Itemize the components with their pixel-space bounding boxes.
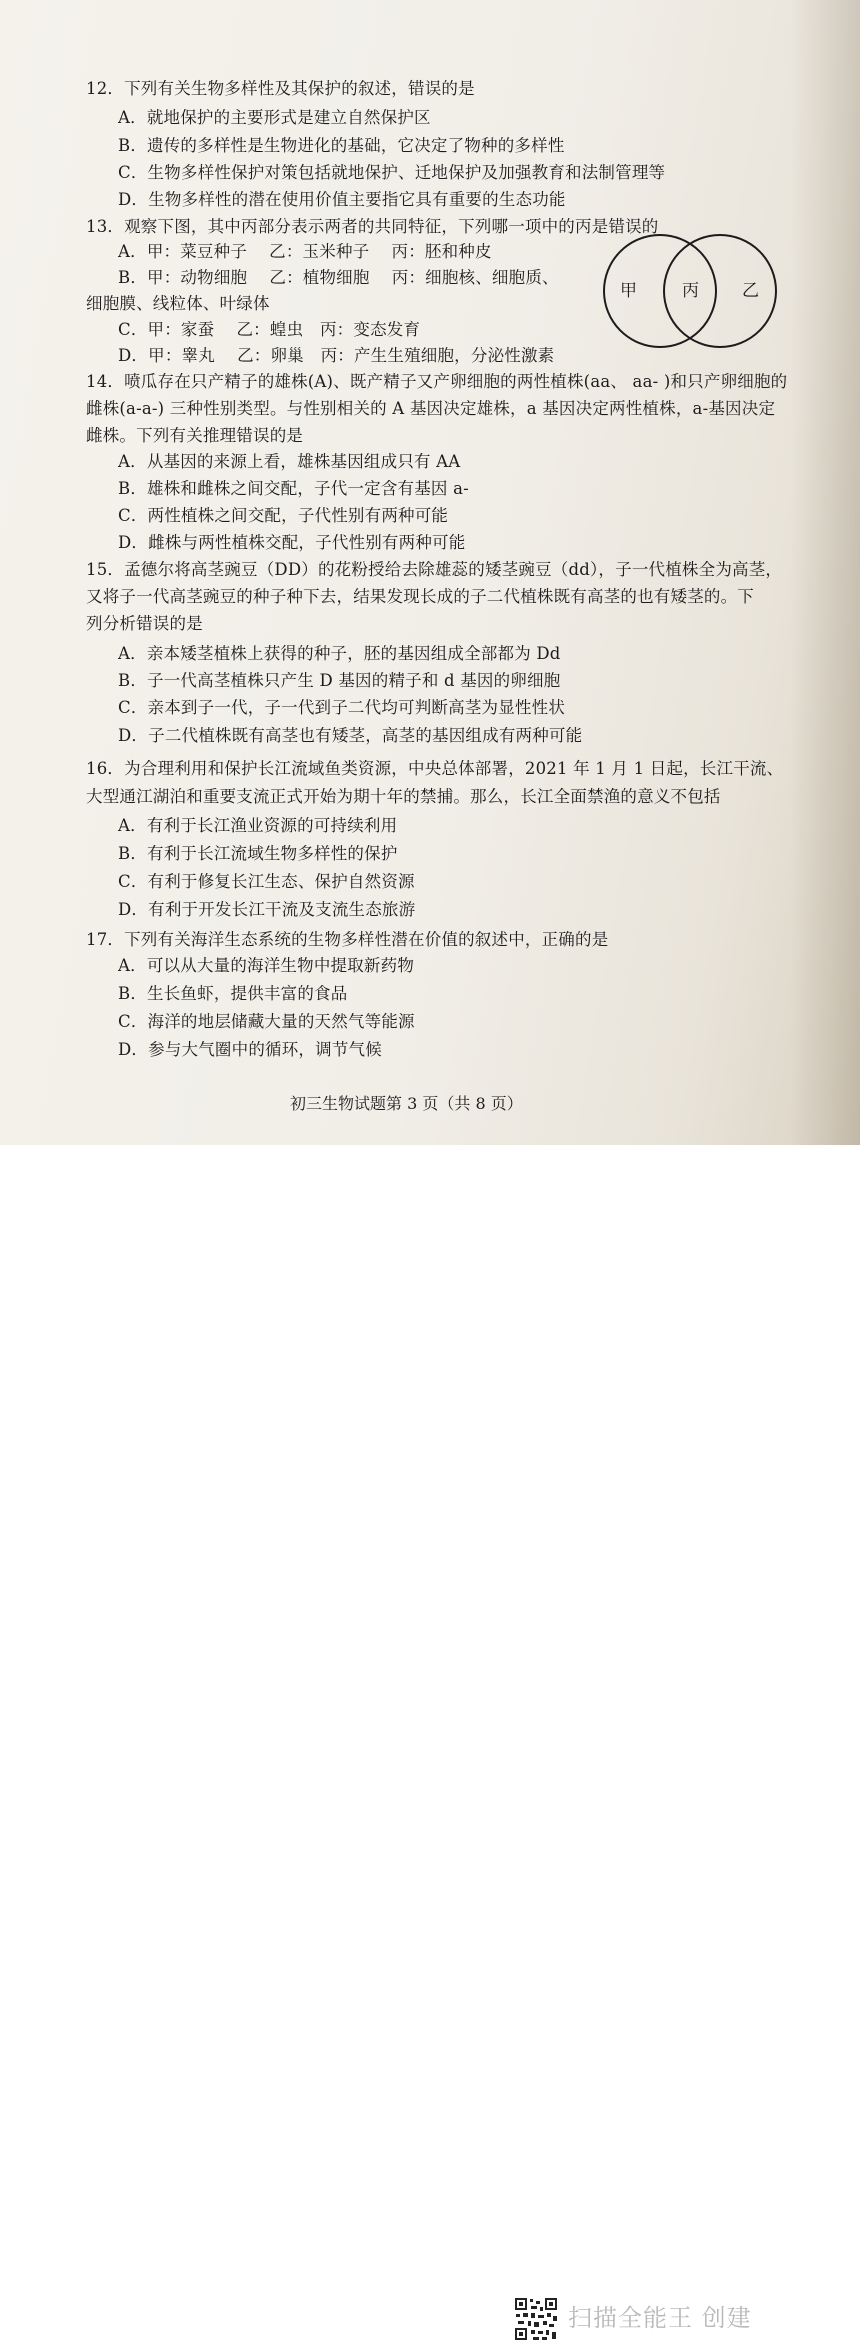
paper-edge-shadow [790, 0, 860, 1145]
q12-option-c: C．生物多样性保护对策包括就地保护、迁地保护及加强教育和法制管理等 [118, 163, 666, 182]
q13-option-b-continued: 细胞膜、线粒体、叶绿体 [86, 294, 270, 313]
venn-label-right: 乙 [742, 281, 759, 301]
q16-option-d: D．有利于开发长江干流及支流生态旅游 [118, 900, 416, 919]
watermark-bar [0, 1145, 860, 2332]
q15-option-d: D．子二代植株既有高茎也有矮茎，高茎的基因组成有两种可能 [118, 726, 583, 745]
q13-option-a: A．甲：菜豆种子 乙：玉米种子 丙：胚和种皮 [118, 242, 492, 261]
q16-stem-line-1: 16．为合理利用和保护长江流域鱼类资源，中央总体部署，2021 年 1 月 1 日起，长江干流、 [86, 759, 784, 778]
q17-option-c: C．海洋的地层储藏大量的天然气等能源 [118, 1012, 415, 1031]
q14-option-b: B．雄株和雌株之间交配，子代一定含有基因 a- [118, 479, 469, 498]
q13-option-b: B．甲：动物细胞 乙：植物细胞 丙：细胞核、细胞质、 [118, 268, 559, 287]
q17-option-d: D．参与大气圈中的循环，调节气候 [118, 1040, 382, 1059]
q13-stem: 13．观察下图，其中丙部分表示两者的共同特征，下列哪一项中的丙是错误的 [86, 217, 659, 236]
q17-stem: 17．下列有关海洋生态系统的生物多样性潜在价值的叙述中，正确的是 [86, 930, 609, 949]
q15-stem-line-3: 列分析错误的是 [86, 614, 203, 633]
q16-stem-line-2: 大型通江湖泊和重要支流正式开始为期十年的禁捕。那么，长江全面禁渔的意义不包括 [86, 787, 721, 806]
q14-option-a: A．从基因的来源上看，雄株基因组成只有 AA [118, 452, 461, 471]
venn-label-middle: 丙 [682, 281, 699, 301]
q17-option-a: A．可以从大量的海洋生物中提取新药物 [118, 956, 415, 975]
q16-option-b: B．有利于长江流域生物多样性的保护 [118, 844, 398, 863]
q14-option-c: C．两性植株之间交配，子代性别有两种可能 [118, 506, 449, 525]
exam-page [0, 0, 860, 1145]
venn-diagram [598, 232, 798, 350]
watermark-text: 扫描全能王 创建 [568, 2304, 752, 2332]
venn-circle-right [664, 235, 776, 347]
q14-stem-line-2: 雌株(a-a-) 三种性别类型。与性别相关的 A 基因决定雄株，a 基因决定两性植株，a-基因决定 [86, 399, 776, 418]
q16-option-c: C．有利于修复长江生态、保护自然资源 [118, 872, 415, 891]
q15-option-a: A．亲本矮茎植株上获得的种子，胚的基因组成全部都为 Dd [118, 644, 561, 663]
q16-option-a: A．有利于长江渔业资源的可持续利用 [118, 816, 398, 835]
q15-option-c: C．亲本到子一代，子一代到子二代均可判断高茎为显性性状 [118, 698, 566, 717]
qr-code-icon [514, 2297, 558, 2341]
q12-option-d: D．生物多样性的潜在使用价值主要指它具有重要的生态功能 [118, 190, 566, 209]
page-footer: 初三生物试题第 3 页（共 8 页） [290, 1094, 523, 1113]
q13-option-d: D．甲：睾丸 乙：卵巢 丙：产生生殖细胞，分泌性激素 [118, 346, 555, 365]
q14-stem-line-3: 雌株。下列有关推理错误的是 [86, 426, 304, 445]
q12-option-a: A．就地保护的主要形式是建立自然保护区 [118, 108, 431, 127]
q15-stem-line-2: 又将子一代高茎豌豆的种子种下去，结果发现长成的子二代植株既有高茎的也有矮茎的。下 [86, 587, 754, 606]
q12-option-b: B．遗传的多样性是生物进化的基础，它决定了物种的多样性 [118, 136, 565, 155]
q13-option-c: C．甲：家蚕 乙：蝗虫 丙：变态发育 [118, 320, 421, 339]
q17-option-b: B．生长鱼虾，提供丰富的食品 [118, 984, 348, 1003]
q12-stem: 12．下列有关生物多样性及其保护的叙述，错误的是 [86, 79, 475, 98]
venn-label-left: 甲 [620, 281, 637, 301]
q15-stem-line-1: 15．孟德尔将高茎豌豆（DD）的花粉授给去除雄蕊的矮茎豌豆（dd），子一代植株全为高茎， [86, 560, 783, 579]
q14-stem-line-1: 14．喷瓜存在只产精子的雄株(A)、既产精子又产卵细胞的两性植株(aa、 aa- )和只产卵细胞的 [86, 372, 788, 391]
q14-option-d: D．雌株与两性植株交配，子代性别有两种可能 [118, 533, 466, 552]
q15-option-b: B．子一代高茎植株只产生 D 基因的精子和 d 基因的卵细胞 [118, 671, 561, 690]
